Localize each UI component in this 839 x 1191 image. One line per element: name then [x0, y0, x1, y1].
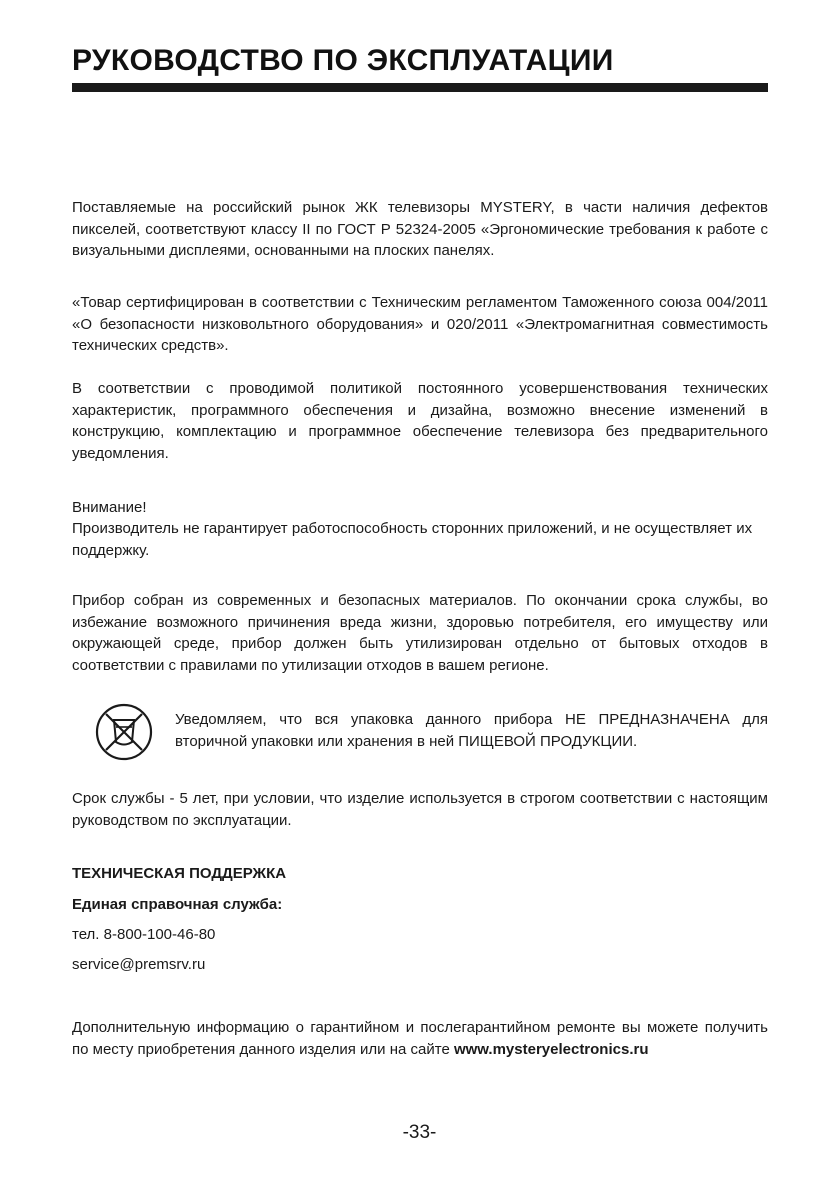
disposal-paragraph: Прибор собран из современных и безопасных материалов. По окончании срока службы, во избежание возможного причинения вреда жизни, здоровью потребителя, его имуществу или окружающей среде, прибор должен быть утилизирован отдельно от бытовых отходов в соответствии с правилами по утилизации отходов в вашем регионе. [72, 592, 768, 674]
page-number: -33- [402, 1122, 437, 1143]
page-title: РУКОВОДСТВО ПО ЭКСПЛУАТАЦИИ [72, 44, 614, 77]
not-for-food-icon [94, 702, 154, 762]
additional-info-paragraph [72, 1017, 768, 1060]
title-underline [72, 83, 768, 92]
support-email: service@premsrv.ru [72, 956, 206, 973]
certification-paragraph: «Товар сертифицирован в соответствии с Техническим регламентом Таможенного союза 004/2011 «О безопасности низковольтного оборудования» и 020/2011 «Электромагнитная совместимость технических средств». [72, 294, 768, 354]
attention-title: Внимание! [72, 499, 147, 516]
packaging-notice: Уведомляем, что вся упаковка данного прибора НЕ ПРЕДНАЗНАЧЕНА для вторичной упаковки или хранения в ней ПИЩЕВОЙ ПРОДУКЦИИ. [175, 711, 768, 750]
pixel-class-paragraph: Поставляемые на российский рынок ЖК телевизоры MYSTERY, в части наличия дефектов пикселей, соответствуют классу II по ГОСТ Р 52324-2005 «Эргономические требования к работе с визуальными дисплеями, основанными на плоских панелях. [72, 199, 768, 259]
support-phone: тел. 8-800-100-46-80 [72, 926, 216, 943]
support-heading: ТЕХНИЧЕСКАЯ ПОДДЕРЖКА [72, 865, 287, 882]
changes-paragraph: В соответствии с проводимой политикой постоянного усовершенствования технических характеристик, программного обеспечения и дизайна, возможно внесение изменений в конструкцию, комплектацию и программное обеспечение телевизора без предварительного уведомления. [72, 380, 768, 462]
attention-text: Производитель не гарантирует работоспособность сторонних приложений, и не осуществляет их поддержку. [72, 520, 753, 559]
additional-info-text: Дополнительную информацию о гарантийном и послегарантийном ремонте вы можете получить по месту приобретения данного изделия или на сайте [72, 1019, 768, 1058]
service-life-paragraph: Срок службы - 5 лет, при условии, что изделие используется в строгом соответствии с настоящим руководством по эксплуатации. [72, 790, 768, 829]
website-link[interactable]: www.mysteryelectronics.ru [453, 1040, 649, 1058]
service-label: Единая справочная служба: [72, 896, 283, 913]
